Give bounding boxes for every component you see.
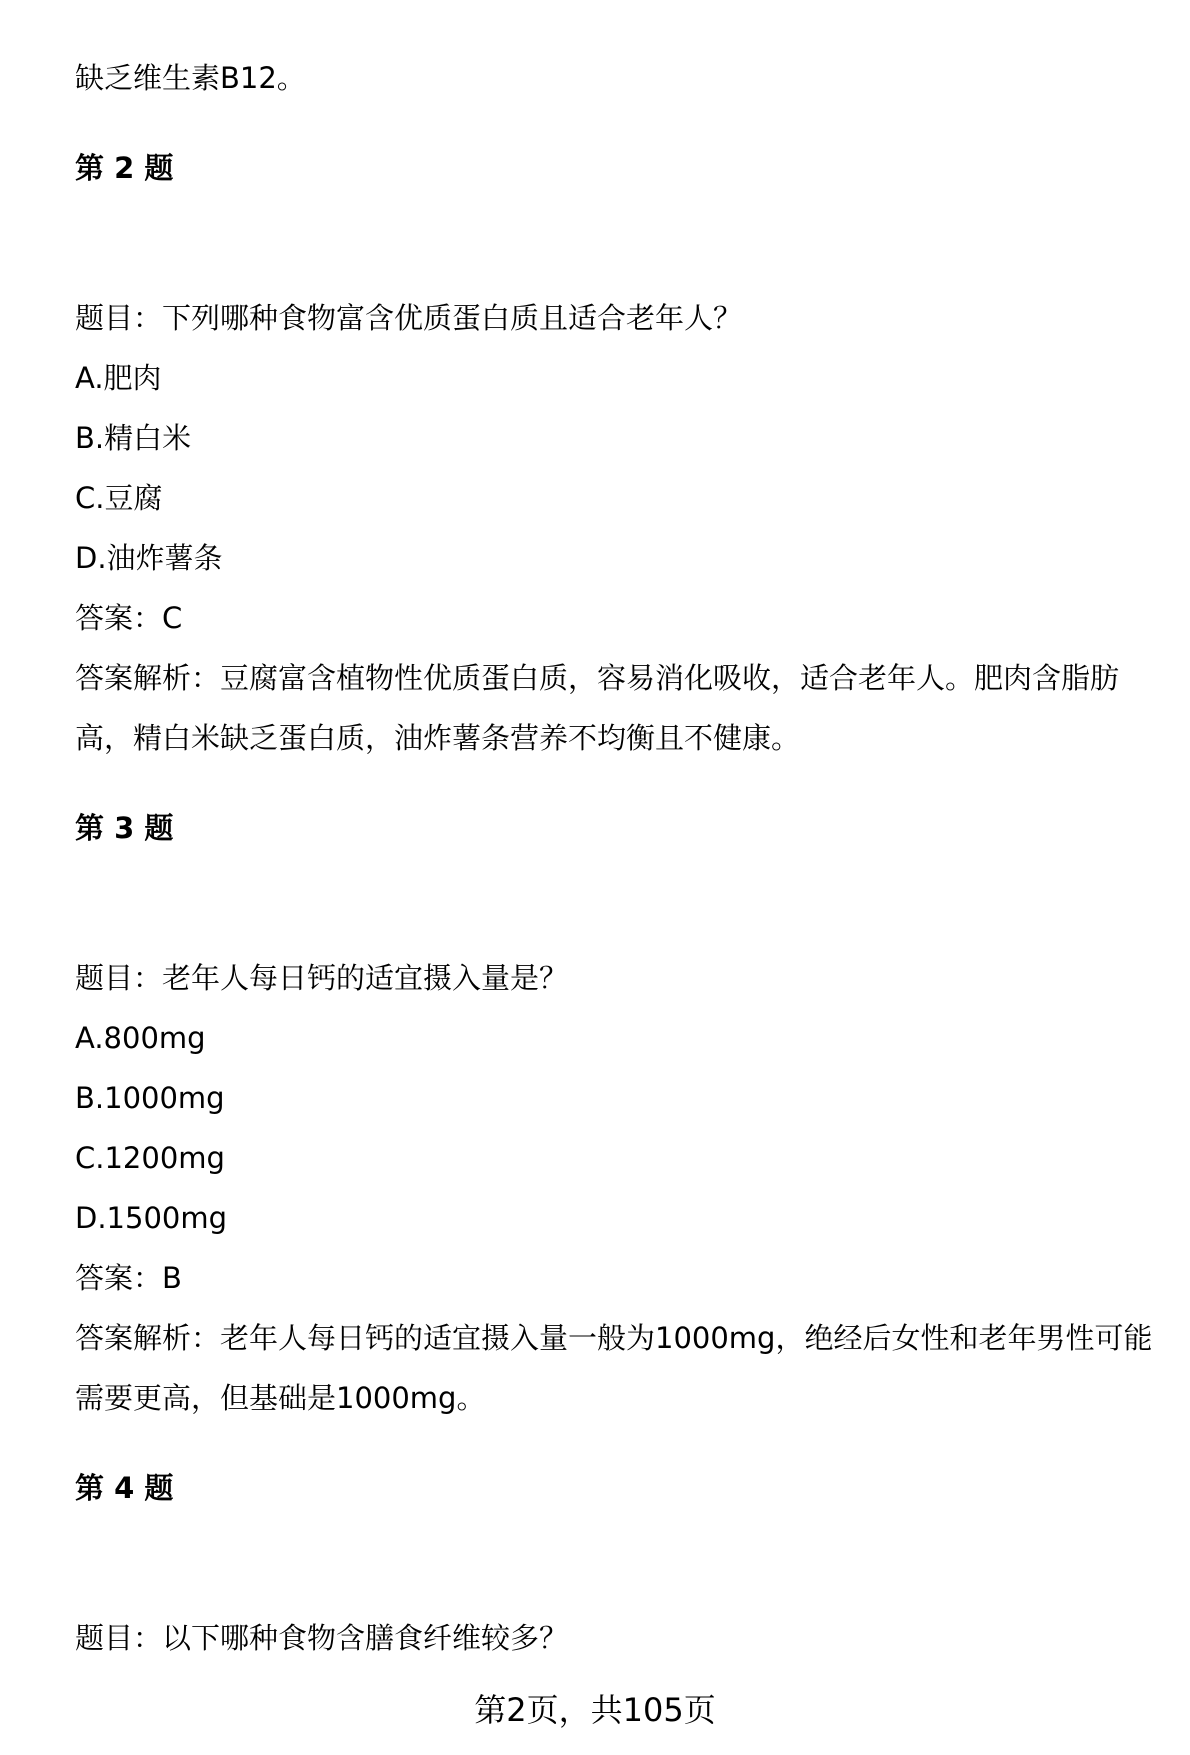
question-prompt: 题目：老年人每日钙的适宜摄入量是？ [75,961,569,995]
question-2 [75,138,1155,798]
option-b: B.1000mg [75,1081,225,1115]
question-heading: 第 4 题 [75,1471,174,1505]
question-prompt: 题目：以下哪种食物含膳食纤维较多？ [75,1621,569,1655]
page-number-footer: 第2页，共105页 [474,1691,716,1729]
option-a: A.800mg [75,1021,206,1055]
answer-analysis: 答案解析：老年人每日钙的适宜摄入量一般为1000mg，绝经后女性和老年男性可能需要更高，但基础是1000mg。 [75,1321,1153,1415]
option-c: C.1200mg [75,1141,225,1175]
option-b: B.精白米 [75,421,192,455]
option-d: D.油炸薯条 [75,541,223,575]
continued-analysis-text: 缺乏维生素B12。 [75,61,306,95]
page-content [75,48,1155,1668]
question-4 [75,1458,1155,1668]
question-prompt: 题目：下列哪种食物富含优质蛋白质且适合老年人？ [75,301,743,335]
option-c: C.豆腐 [75,481,163,515]
option-d: D.1500mg [75,1201,228,1235]
answer-text: 答案：B [75,1261,182,1295]
answer-text: 答案：C [75,601,183,635]
question-heading: 第 2 题 [75,151,174,185]
question-3 [75,798,1155,1458]
option-a: A.肥肉 [75,361,162,395]
answer-analysis: 答案解析：豆腐富含植物性优质蛋白质，容易消化吸收，适合老年人。肥肉含脂肪高，精白米缺乏蛋白质，油炸薯条营养不均衡且不健康。 [75,661,1120,755]
question-heading: 第 3 题 [75,811,174,845]
